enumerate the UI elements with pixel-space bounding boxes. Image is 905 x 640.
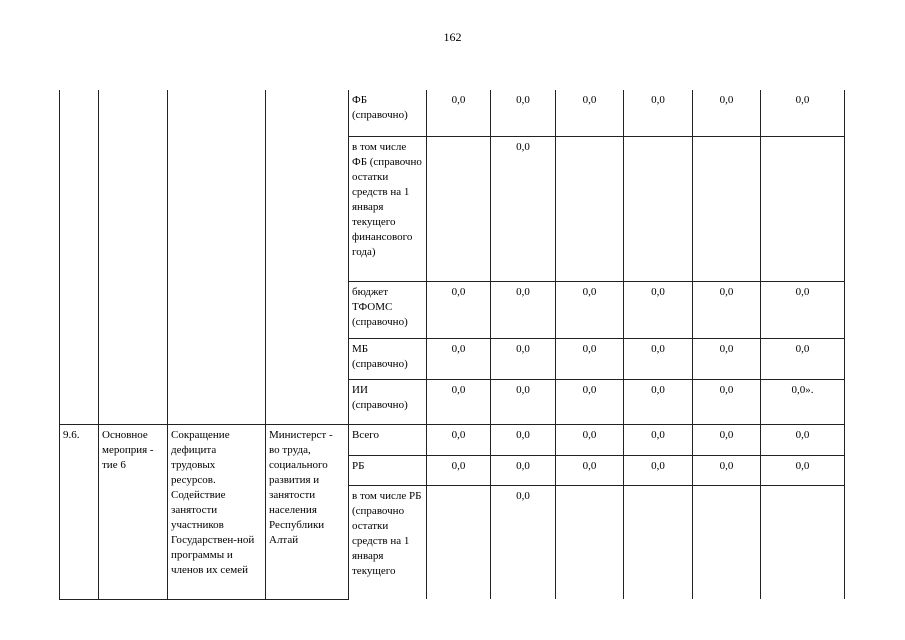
source-cell: МБ (справочно) <box>349 338 427 379</box>
source-cell: Всего <box>349 424 427 455</box>
item-number: 9.6. <box>60 424 99 599</box>
value-cell: 0,0 <box>761 90 845 136</box>
value-cell: 0,0 <box>624 90 693 136</box>
value-cell <box>624 485 693 599</box>
value-cell: 0,0 <box>624 379 693 424</box>
value-cell: 0,0 <box>556 90 624 136</box>
source-cell: ФБ (справочно) <box>349 90 427 136</box>
value-cell: 0,0 <box>761 455 845 485</box>
value-cell <box>427 136 491 281</box>
value-cell: 0,0 <box>761 281 845 338</box>
item-name: Сокращение дефицита трудовых ресурсов. Содействие занятости участников Государствен-ной программы и членов их семей <box>168 424 266 599</box>
value-cell: 0,0 <box>491 281 556 338</box>
source-cell: в том числе ФБ (справочно остатки средств на 1 января текущего финансового года) <box>349 136 427 281</box>
value-cell: 0,0 <box>491 379 556 424</box>
table-row <box>60 90 845 136</box>
value-cell: 0,0 <box>624 338 693 379</box>
value-cell: 0,0 <box>491 136 556 281</box>
value-cell: 0,0 <box>556 281 624 338</box>
value-cell: 0,0 <box>427 379 491 424</box>
value-cell: 0,0 <box>556 338 624 379</box>
value-cell: 0,0 <box>427 424 491 455</box>
value-cell: 0,0 <box>761 424 845 455</box>
source-cell: РБ <box>349 455 427 485</box>
value-cell <box>556 136 624 281</box>
value-cell: 0,0 <box>693 90 761 136</box>
value-cell: 0,0 <box>491 485 556 599</box>
program-table <box>59 90 845 600</box>
value-cell: 0,0 <box>427 455 491 485</box>
cont-cell-type <box>99 90 168 424</box>
value-cell: 0,0 <box>693 281 761 338</box>
value-cell: 0,0 <box>491 338 556 379</box>
value-cell: 0,0». <box>761 379 845 424</box>
value-cell <box>427 485 491 599</box>
item-type: Основное мероприя - тие 6 <box>99 424 168 599</box>
cont-cell-executor <box>266 90 349 424</box>
value-cell: 0,0 <box>427 338 491 379</box>
value-cell: 0,0 <box>491 90 556 136</box>
value-cell: 0,0 <box>556 379 624 424</box>
value-cell: 0,0 <box>556 455 624 485</box>
value-cell <box>556 485 624 599</box>
value-cell <box>624 136 693 281</box>
value-cell: 0,0 <box>693 455 761 485</box>
value-cell <box>761 485 845 599</box>
cont-cell-name <box>168 90 266 424</box>
value-cell: 0,0 <box>427 90 491 136</box>
source-cell: ИИ (справочно) <box>349 379 427 424</box>
source-cell: в том числе РБ (справочно остатки средств на 1 января текущего <box>349 485 427 599</box>
table-row <box>60 424 845 455</box>
value-cell <box>693 485 761 599</box>
source-cell: бюджет ТФОМС (справочно) <box>349 281 427 338</box>
value-cell: 0,0 <box>491 455 556 485</box>
value-cell: 0,0 <box>693 424 761 455</box>
value-cell <box>693 136 761 281</box>
value-cell: 0,0 <box>624 455 693 485</box>
value-cell: 0,0 <box>556 424 624 455</box>
value-cell: 0,0 <box>427 281 491 338</box>
value-cell: 0,0 <box>761 338 845 379</box>
page-number: 162 <box>443 30 462 44</box>
value-cell <box>761 136 845 281</box>
item-executor: Министерст - во труда, социального развития и занятости населения Республики Алтай <box>266 424 349 599</box>
value-cell: 0,0 <box>624 281 693 338</box>
value-cell: 0,0 <box>491 424 556 455</box>
value-cell: 0,0 <box>624 424 693 455</box>
value-cell: 0,0 <box>693 379 761 424</box>
value-cell: 0,0 <box>693 338 761 379</box>
cont-cell-number <box>60 90 99 424</box>
